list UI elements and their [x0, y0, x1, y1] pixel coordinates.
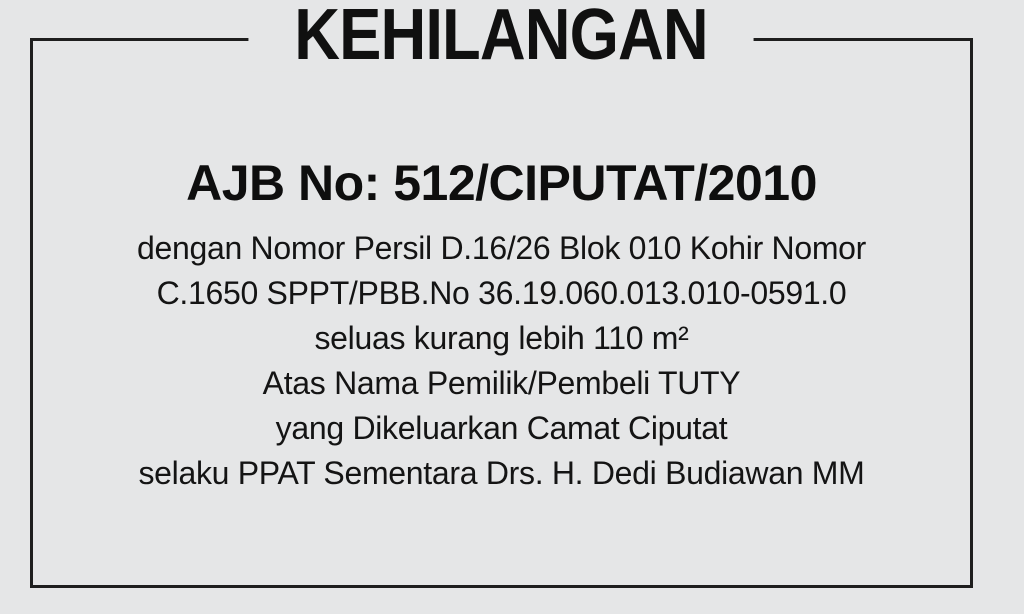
notice-heading: AJB No: 512/CIPUTAT/2010 [186, 155, 817, 211]
notice-line: C.1650 SPPT/PBB.No 36.19.060.013.010-0591.0 [156, 275, 847, 311]
notice-line: yang Dikeluarkan Camat Ciputat [275, 410, 728, 446]
notice-line: dengan Nomor Persil D.16/26 Blok 010 Kohir Nomor [136, 230, 867, 266]
notice-line: selaku PPAT Sementara Drs. H. Dedi Budiawan MM [138, 455, 865, 491]
notice-line: seluas kurang lebih 110 m² [314, 320, 689, 356]
notice-content [30, 38, 973, 496]
notice-line: Atas Nama Pemilik/Pembeli TUTY [262, 365, 741, 401]
notice-title: KEHILANGAN [248, 0, 753, 71]
